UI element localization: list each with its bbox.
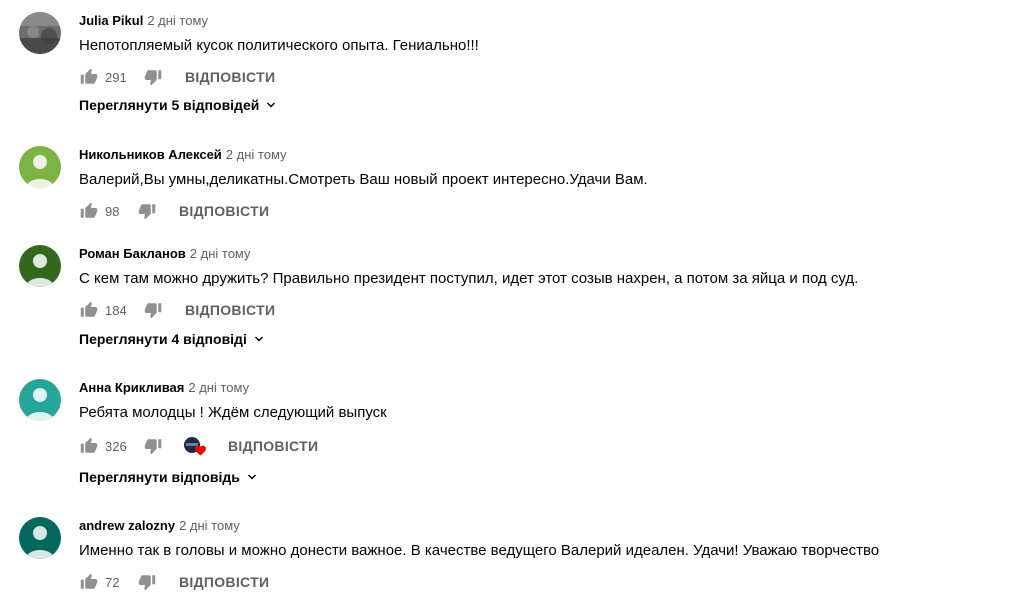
thumbs-up-icon[interactable]	[79, 436, 99, 456]
avatar[interactable]	[19, 517, 61, 559]
avatar-photo	[19, 12, 61, 54]
like-count: 72	[105, 574, 120, 590]
author-name[interactable]: Анна Крикливая	[79, 380, 185, 395]
reply-button[interactable]: ВІДПОВІСТИ	[179, 574, 270, 590]
view-replies-label: Переглянути 4 відповіді	[79, 331, 247, 347]
comment-time[interactable]: 2 дні тому	[189, 246, 251, 261]
comment-time[interactable]: 2 дні тому	[147, 13, 209, 28]
comment-text: Валерий,Вы умны,деликатны.Смотреть Ваш новый проект интересно.Удачи Вам.	[79, 171, 648, 188]
view-replies-label: Переглянути відповідь	[79, 469, 240, 485]
like-count: 326	[105, 438, 127, 454]
view-replies-button[interactable]	[79, 331, 265, 347]
thumbs-down-icon[interactable]	[143, 67, 163, 87]
comment-actions	[79, 434, 318, 458]
comment-time[interactable]: 2 дні тому	[188, 380, 250, 395]
like-count: 184	[105, 302, 127, 318]
comment-text: Ребята молодцы ! Ждём следующий выпуск	[79, 404, 387, 421]
comment-actions	[79, 65, 275, 89]
view-replies-button[interactable]	[79, 469, 258, 485]
avatar[interactable]	[19, 12, 61, 54]
like-count: 291	[105, 69, 127, 85]
avatar[interactable]	[19, 146, 61, 188]
comment-header	[79, 246, 251, 261]
reply-button[interactable]: ВІДПОВІСТИ	[185, 302, 276, 318]
creator-heart-badge[interactable]	[183, 436, 207, 456]
thumbs-up-icon[interactable]	[79, 300, 99, 320]
comment-actions	[79, 199, 269, 223]
comment-time[interactable]: 2 дні тому	[225, 147, 287, 162]
comment-header	[79, 13, 208, 28]
default-avatar-icon	[19, 146, 61, 188]
thumbs-down-icon[interactable]	[137, 201, 157, 221]
avatar[interactable]	[19, 379, 61, 421]
comment-actions	[79, 570, 269, 594]
author-name[interactable]: Julia Pikul	[79, 13, 144, 28]
chevron-down-icon	[246, 471, 258, 483]
heart-icon	[194, 444, 207, 456]
reply-button[interactable]: ВІДПОВІСТИ	[228, 438, 319, 454]
comment-text: Именно так в головы и можно донести важное. В качестве ведущего Валерий идеален. Удачи! Уважаю творчество	[79, 542, 880, 559]
chevron-down-icon	[265, 99, 277, 111]
comment-actions	[79, 298, 275, 322]
thumbs-up-icon[interactable]	[79, 67, 99, 87]
default-avatar-icon	[19, 379, 61, 421]
comment-text: Непотопляемый кусок политического опыта. Гениально!!!	[79, 37, 479, 54]
chevron-down-icon	[253, 333, 265, 345]
reply-button[interactable]: ВІДПОВІСТИ	[185, 69, 276, 85]
thumbs-down-icon[interactable]	[143, 436, 163, 456]
author-name[interactable]: Роман Бакланов	[79, 246, 186, 261]
thumbs-up-icon[interactable]	[79, 201, 99, 221]
thumbs-down-icon[interactable]	[137, 572, 157, 592]
comment-header	[79, 380, 249, 395]
comment-time[interactable]: 2 дні тому	[179, 518, 240, 533]
comment-header	[79, 147, 287, 162]
reply-button[interactable]: ВІДПОВІСТИ	[179, 203, 270, 219]
avatar[interactable]	[19, 245, 61, 287]
view-replies-button[interactable]	[79, 97, 277, 113]
like-count: 98	[105, 203, 120, 219]
thumbs-down-icon[interactable]	[143, 300, 163, 320]
thumbs-up-icon[interactable]	[79, 572, 99, 592]
comment-header	[79, 518, 240, 533]
author-name[interactable]: andrew zalozny	[79, 518, 176, 533]
view-replies-label: Переглянути 5 відповідей	[79, 97, 260, 113]
default-avatar-icon	[19, 517, 61, 559]
default-avatar-icon	[19, 245, 61, 287]
author-name[interactable]: Никольников Алексей	[79, 147, 222, 162]
comment-text: С кем там можно дружить? Правильно президент поступил, идет этот созыв нахрен, а потом за яйца и под суд.	[79, 270, 859, 287]
